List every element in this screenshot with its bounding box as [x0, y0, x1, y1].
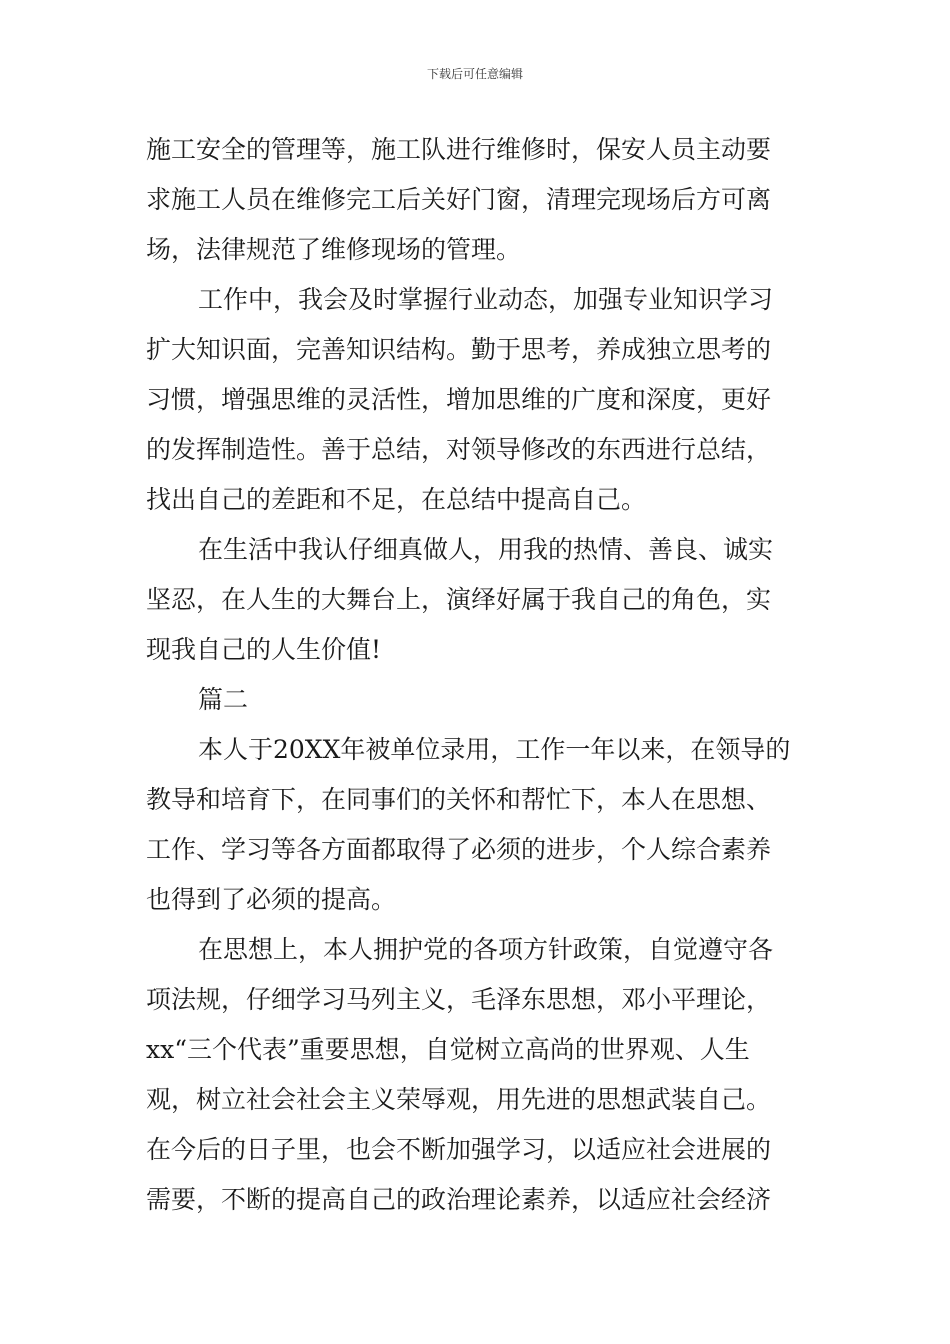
- text-line: 习惯，增强思维的灵活性，增加思维的广度和深度，更好: [146, 385, 772, 414]
- paragraph-first-line: 在生活中我认仔细真做人，用我的热情、善良、诚实: [198, 535, 774, 564]
- text-line: 坚忍，在人生的大舞台上，演绎好属于我自己的角色，实: [146, 585, 772, 614]
- page-header: 下载后可任意编辑: [426, 67, 523, 81]
- text-line: 项法规，仔细学习马列主义，毛泽东思想，邓小平理论，: [146, 985, 772, 1014]
- text-line: 观，树立社会社会主义荣辱观，用先进的思想武装自己。: [146, 1085, 772, 1114]
- section-heading: 篇二: [198, 685, 249, 714]
- text-line: 工作、学习等各方面都取得了必须的进步，个人综合素养: [146, 835, 772, 864]
- text-line: 求施工人员在维修完工后关好门窗，清理完现场后方可离: [146, 185, 772, 214]
- body-text: [146, 125, 810, 1225]
- text-line: 找出自己的差距和不足，在总结中提高自己。: [146, 485, 647, 514]
- paragraph-first-line: 本人于20XX年被单位录用，工作一年以来，在领导的: [198, 735, 791, 764]
- text-line: 的发挥制造性。善于总结，对领导修改的东西进行总结，: [146, 435, 772, 464]
- text-line: 场，法律规范了维修现场的管理。: [146, 235, 522, 264]
- text-line: 在今后的日子里，也会不断加强学习，以适应社会进展的: [146, 1135, 772, 1164]
- text-line: 也得到了必须的提高。: [146, 885, 397, 914]
- text-line: 现我自己的人生价值!: [146, 635, 382, 664]
- text-line: 需要，不断的提高自己的政治理论素养，以适应社会经济: [146, 1185, 772, 1214]
- paragraph-first-line: 在思想上，本人拥护党的各项方针政策，自觉遵守各: [198, 935, 774, 964]
- text-line: 施工安全的管理等，施工队进行维修时，保安人员主动要: [146, 135, 772, 164]
- text-line: xx“三个代表”重要思想，自觉树立高尚的世界观、人生: [146, 1035, 750, 1064]
- paragraph-first-line: 工作中，我会及时掌握行业动态，加强专业知识学习: [198, 285, 774, 314]
- text-line: 扩大知识面，完善知识结构。勤于思考，养成独立思考的: [146, 335, 772, 364]
- text-line: 教导和培育下，在同事们的关怀和帮忙下，本人在思想、: [146, 785, 772, 814]
